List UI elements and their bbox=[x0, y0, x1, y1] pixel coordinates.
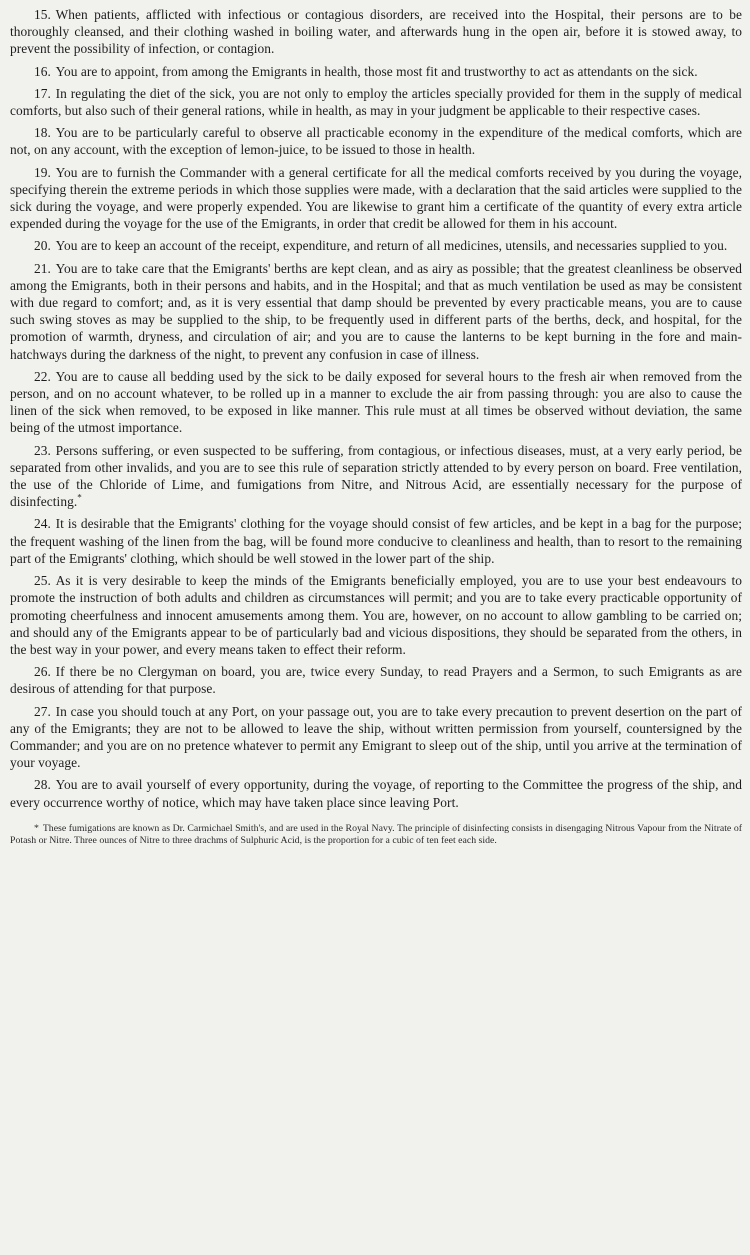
rule-21 bbox=[10, 260, 742, 363]
rule-number: 18. bbox=[34, 125, 51, 141]
rule-number: 17. bbox=[34, 85, 51, 101]
rule-number: 28. bbox=[34, 777, 51, 793]
rule-number: 15. bbox=[34, 7, 51, 22]
rule-number: 21. bbox=[34, 260, 51, 276]
rule-18 bbox=[10, 124, 742, 158]
rule-text: If there be no Clergyman on board, you are, twice every Sunday, to read Prayers and a Sermon, to such Emigrants as are desirous of attending for that purpose. bbox=[10, 664, 742, 697]
footnote-text: These fumigations are known as Dr. Carmichael Smith's, and are used in the Royal Navy. The principle of disinfecting consists in disengaging Nitrous Vapour from the Nitrate of Potash or Nitre. Three ounces of Nitre to three drachms of Sulphuric Acid, is the proportion for a cubic of ten feet each side. bbox=[10, 822, 742, 847]
rule-number: 20. bbox=[34, 238, 51, 254]
rule-28 bbox=[10, 776, 742, 810]
rule-number: 16. bbox=[34, 63, 51, 79]
rule-text: As it is very desirable to keep the minds of the Emigrants beneficially employed, you are to use your best endeavours to promote the instruction of both adults and children as circumstances will permit; and you are to take every practicable opportunity of promoting cheerfulness and innocent amusements among them. You are, however, on no account to allow gambling to be carried on; and should any of the Emigrants appear to be of particularly bad and vicious dispositions, they should be separated from the others, in the best way in your power, and every means taken to effect their reform. bbox=[10, 573, 742, 657]
rule-text: You are to take care that the Emigrants' berths are kept clean, and as airy as possible; that the greatest cleanliness be observed among the Emigrants, both in their persons and habits, and in the Hospital; and that as much ventilation be used as may be consistent with due regard to comfort; and, as it is very essential that damp should be prevented by every practicable means, you are to cause such swing stoves as may be supplied to the ship, to be frequently used in different parts of the berths, deck, and hospital, for the promotion of warmth, dryness, and circulation of air; and you are to cause the lanterns to be kept burning in the fore and main-hatchways during the darkness of the night, to prevent any confusion in case of illness. bbox=[10, 260, 742, 362]
rule-20 bbox=[10, 237, 742, 254]
rule-number: 26. bbox=[34, 664, 51, 680]
rule-text: You are to keep an account of the receipt, expenditure, and return of all medicines, utensils, and necessaries supplied to you. bbox=[55, 238, 728, 254]
rule-16 bbox=[10, 63, 742, 80]
rule-text: You are to cause all bedding used by the sick to be daily exposed for several hours to the fresh air when removed from the person, and on no account whatever, to be rolled up in a manner to exclude the air from passing through: you are also to cause the linen of the sick when removed, to be exposed in like manner. This rule must at all times be observed without deviation, the same being of the utmost importance. bbox=[10, 368, 742, 436]
rule-number: 23. bbox=[34, 442, 51, 458]
footnote-reference: * bbox=[77, 492, 82, 503]
rule-text: It is desirable that the Emigrants' clothing for the voyage should consist of few articles, and be kept in a bag for the purpose; the frequent washing of the linen from the bag, will be found more conducive to cleanliness and health, than to resort to the remaining part of the Emigrants' clothing, which should be well stowed in the lower part of the ship. bbox=[10, 516, 742, 566]
footnote bbox=[10, 823, 742, 848]
rule-text: When patients, afflicted with infectious or contagious disorders, are received into the Hospital, their persons are to be thoroughly cleansed, and their clothing washed in boiling water, and afterwards hung in the open air, before it is stowed away, to prevent the possibility of infection, or contagion. bbox=[10, 7, 742, 57]
rule-text: You are to avail yourself of every opportunity, during the voyage, of reporting to the Committee the progress of the ship, and every occurrence worthy of notice, which may have taken place since leaving Port. bbox=[10, 777, 742, 810]
footnote-mark: * bbox=[34, 822, 39, 834]
rule-text: You are to appoint, from among the Emigrants in health, those most fit and trustworthy to act as attendants on the sick. bbox=[55, 63, 698, 79]
rule-text: In regulating the diet of the sick, you are not only to employ the articles specially provided for them in the supply of medical comforts, but also such of their general rations, while in health, as may in your judgment be applicable to their respective cases. bbox=[10, 85, 742, 119]
rule-17 bbox=[10, 85, 742, 119]
rule-26 bbox=[10, 663, 742, 697]
rule-22 bbox=[10, 368, 742, 437]
rule-number: 22. bbox=[34, 368, 51, 384]
rule-24 bbox=[10, 515, 742, 567]
rule-text: You are to furnish the Commander with a general certificate for all the medical comforts received by you during the voyage, specifying therein the extreme periods in which those supplies were made, with a declaration that the said articles were supplied to the sick during the voyage, and were properly expended. You are likewise to grant him a certificate of the quantity of every extra article expended during the voyage for the use of the Emigrants, in order that credit be allowed for them in his account. bbox=[10, 164, 742, 232]
rule-text: You are to be particularly careful to observe all practicable economy in the expenditure of the medical comforts, which are not, on any account, with the exception of lemon-juice, to be issued to those in health. bbox=[10, 125, 742, 158]
rule-23 bbox=[10, 442, 742, 511]
rule-text: In case you should touch at any Port, on your passage out, you are to take every precaution to prevent desertion on the part of any of the Emigrants; they are not to be allowed to leave the ship, without written permission from yourself, countersigned by the Commander; and you are on no pretence whatever to permit any Emigrant to sleep out of the ship, until you arrive at the termination of your voyage. bbox=[10, 703, 742, 771]
rule-number: 24. bbox=[34, 516, 51, 532]
rule-19 bbox=[10, 164, 742, 233]
rule-25 bbox=[10, 572, 742, 658]
rule-number: 25. bbox=[34, 573, 51, 589]
rule-text: Persons suffering, or even suspected to be suffering, from contagious, or infectious diseases, must, at a very early period, be separated from other invalids, and you are to see this rule of separation strictly attended to by every person on board. Free ventilation, the use of the Chloride of Lime, and fumigations from Nitre, and Nitrous Acid, are essentially necessary for the purpose of disinfecting. bbox=[10, 442, 742, 510]
rule-15 bbox=[10, 6, 742, 58]
rule-27 bbox=[10, 703, 742, 772]
rule-number: 19. bbox=[34, 164, 51, 180]
rule-number: 27. bbox=[34, 703, 51, 719]
